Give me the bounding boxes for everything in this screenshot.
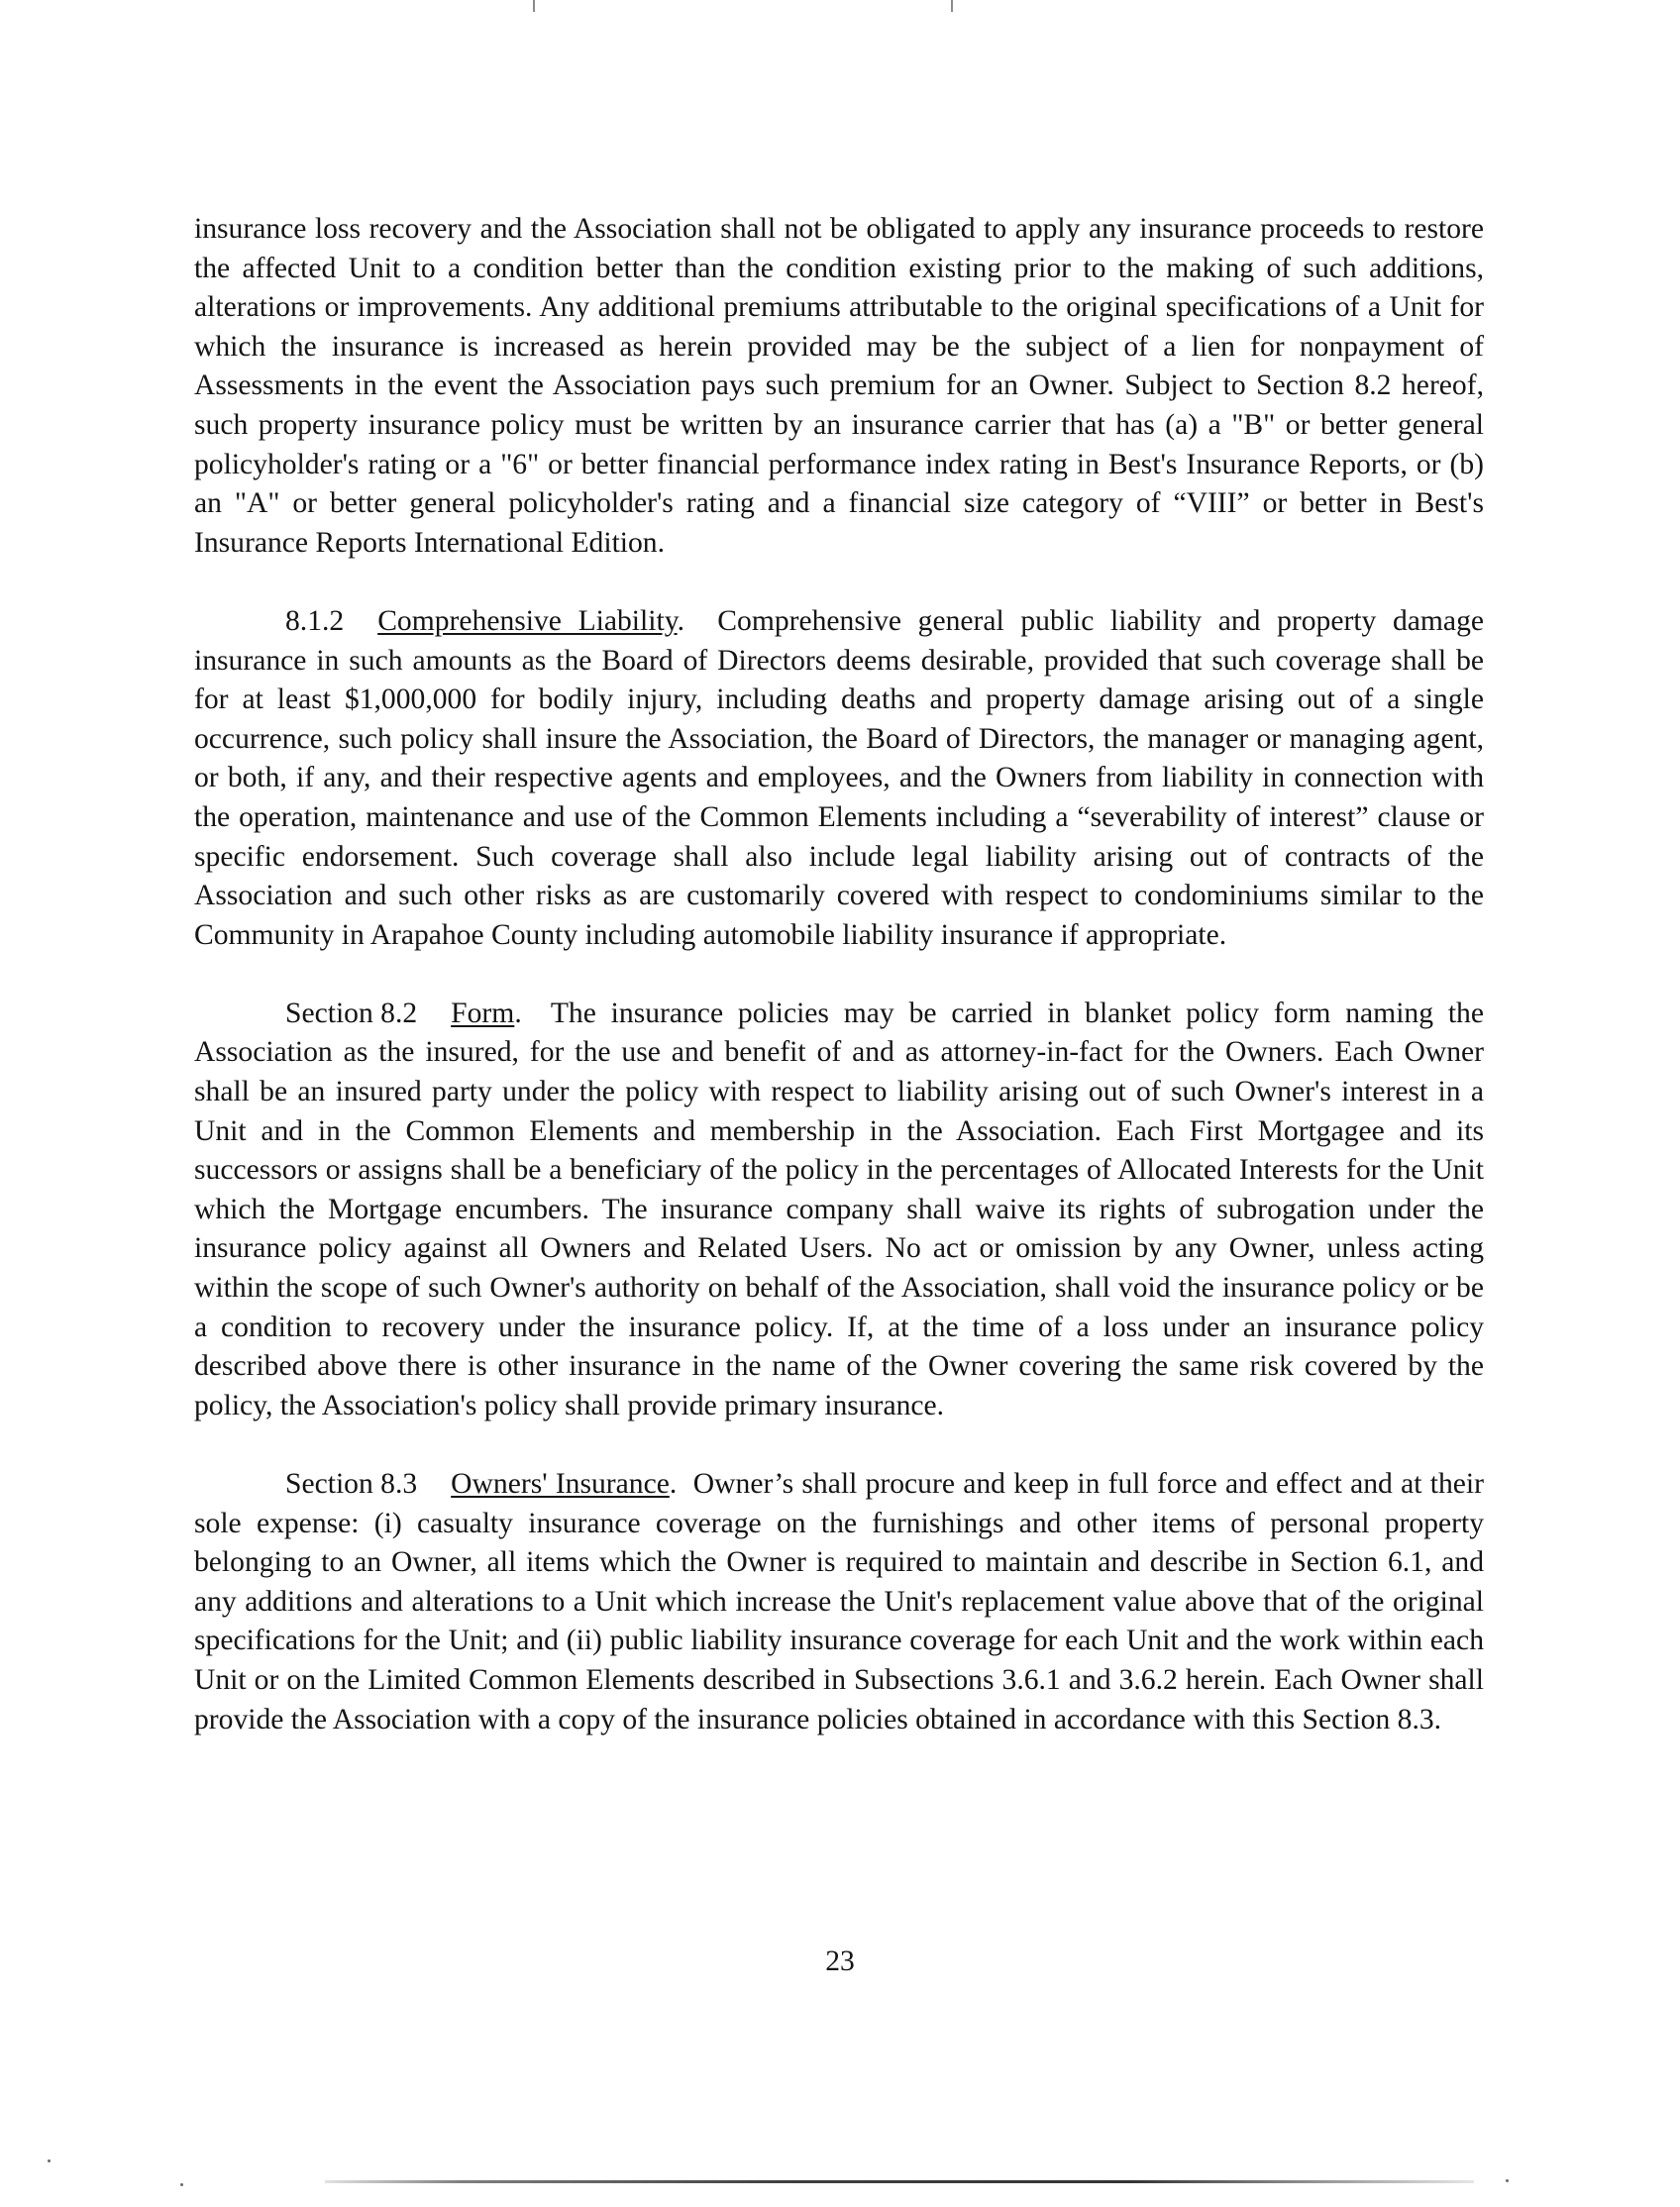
subsection-8-1-2: 8.1.2 Comprehensive Liability. Comprehensive general public liability and property damage insurance in such amounts as the Board of Directors deems desirable, provided that such coverage shall be for at least $1,000,000 for bodily injury, including deaths and property damage arising out of a single occurrence, such policy shall insure the Association, the Board of Directors, the manager or managing agent, or both, if any, and their respective agents and employees, and the Owners from liability in connection with the operation, maintenance and use of the Common Elements including a “severability of interest” clause or specific endorsement. Such coverage shall also include legal liability arising out of contracts of the Association and such other risks as are customarily covered with respect to condominiums similar to the Community in Arapahoe County including automobile liability insurance if appropriate. <box>194 602 1484 955</box>
subsection-number: 8.1.2 <box>285 604 345 637</box>
scan-artifact-dot <box>1506 2179 1509 2182</box>
section-number: Section 8.3 <box>285 1468 418 1500</box>
section-8-2: Section 8.2 Form. The insurance policies may be carried in blanket policy form naming the Association as the insured, for the use and benefit of and as attorney-in-fact for the Owners. Each Owner shall be an insured party under the policy with respect to liability arising out of such Owner's interest in a Unit and in the Common Elements and membership in the Association. Each First Mortgagee and its successors or assigns shall be a beneficiary of the policy in the percentages of Allocated Interests for the Unit which the Mortgage encumbers. The insurance company shall waive its rights of subrogation under the insurance policy against all Owners and Related Users. No act or omission by any Owner, unless acting within the scope of such Owner's authority on behalf of the Association, shall void the insurance policy or be a condition to recovery under the insurance policy. If, at the time of a loss under an insurance policy described above there is other insurance in the name of the Owner covering the same risk covered by the policy, the Association's policy shall provide primary insurance. <box>194 995 1484 1426</box>
subsection-heading: Comprehensive Liability <box>377 604 678 637</box>
page-number: 23 <box>825 1945 855 1977</box>
section-heading: Owners' Insurance <box>451 1468 670 1500</box>
document-body <box>194 210 1484 1739</box>
scan-artifact-dot <box>180 2183 183 2186</box>
section-text: Owner’s shall procure and keep in full force and effect and at their sole expense: (i) casualty insurance coverage on the furnishings and other items of personal property belonging to an Owner, all items which the Owner is required to maintain and describe in Section 6.1, and any additions and alterations to a Unit which increase the Unit's replacement value above that of the original specifications for the Unit; and (ii) public liability insurance coverage for each Unit and the work within each Unit or on the Limited Common Elements described in Subsections 3.6.1 and 3.6.2 herein. Each Owner shall provide the Association with a copy of the insurance policies obtained in accordance with this Section 8.3. <box>194 1468 1484 1735</box>
section-number: Section 8.2 <box>285 997 418 1029</box>
scan-artifact-line <box>325 2180 1474 2183</box>
section-text: The insurance policies may be carried in blanket policy form naming the Association as the insured, for the use and benefit of and as attorney-in-fact for the Owners. Each Owner shall be an insured party under the policy with respect to liability arising out of such Owner's interest in a Unit and in the Common Elements and membership in the Association. Each First Mortgagee and its successors or assigns shall be a beneficiary of the policy in the percentages of Allocated Interests for the Unit which the Mortgage encumbers. The insurance company shall waive its rights of subrogation under the insurance policy against all Owners and Related Users. No act or omission by any Owner, unless acting within the scope of such Owner's authority on behalf of the Association, shall void the insurance policy or be a condition to recovery under the insurance policy. If, at the time of a loss under an insurance policy described above there is other insurance in the name of the Owner covering the same risk covered by the policy, the Association's policy shall provide primary insurance. <box>194 997 1484 1421</box>
scan-tick-mark <box>951 0 953 12</box>
continuation-paragraph: insurance loss recovery and the Association shall not be obligated to apply any insurance proceeds to restore the affected Unit to a condition better than the condition existing prior to the making of such additions, alterations or improvements. Any additional premiums attributable to the original specifications of a Unit for which the insurance is increased as herein provided may be the subject of a lien for nonpayment of Assessments in the event the Association pays such premium for an Owner. Subject to Section 8.2 hereof, such property insurance policy must be written by an insurance carrier that has (a) a "B" or better general policyholder's rating or a "6" or better financial performance index rating in Best's Insurance Reports, or (b) an "A" or better general policyholder's rating and a financial size category of “VIII” or better in Best's Insurance Reports International Edition. <box>194 213 1484 559</box>
section-heading: Form <box>451 997 515 1029</box>
subsection-text: Comprehensive general public liability and property damage insurance in such amounts as the Board of Directors deems desirable, provided that such coverage shall be for at least $1,000,000 for bodily injury, including deaths and property damage arising out of a single occurrence, such policy shall insure the Association, the Board of Directors, the manager or managing agent, or both, if any, and their respective agents and employees, and the Owners from liability in connection with the operation, maintenance and use of the Common Elements including a “severability of interest” clause or specific endorsement. Such coverage shall also include legal liability arising out of contracts of the Association and such other risks as are customarily covered with respect to condominiums similar to the Community in Arapahoe County including automobile liability insurance if appropriate. <box>194 604 1485 951</box>
scan-tick-mark <box>533 0 535 12</box>
section-8-3: Section 8.3 Owners' Insurance. Owner’s shall procure and keep in full force and effect and at their sole expense: (i) casualty insurance coverage on the furnishings and other items of personal property belonging to an Owner, all items which the Owner is required to maintain and describe in Section 6.1, and any additions and alterations to a Unit which increase the Unit's replacement value above that of the original specifications for the Unit; and (ii) public liability insurance coverage for each Unit and the work within each Unit or on the Limited Common Elements described in Subsections 3.6.1 and 3.6.2 herein. Each Owner shall provide the Association with a copy of the insurance policies obtained in accordance with this Section 8.3. <box>194 1465 1484 1739</box>
scan-artifact-dot <box>48 2159 51 2162</box>
